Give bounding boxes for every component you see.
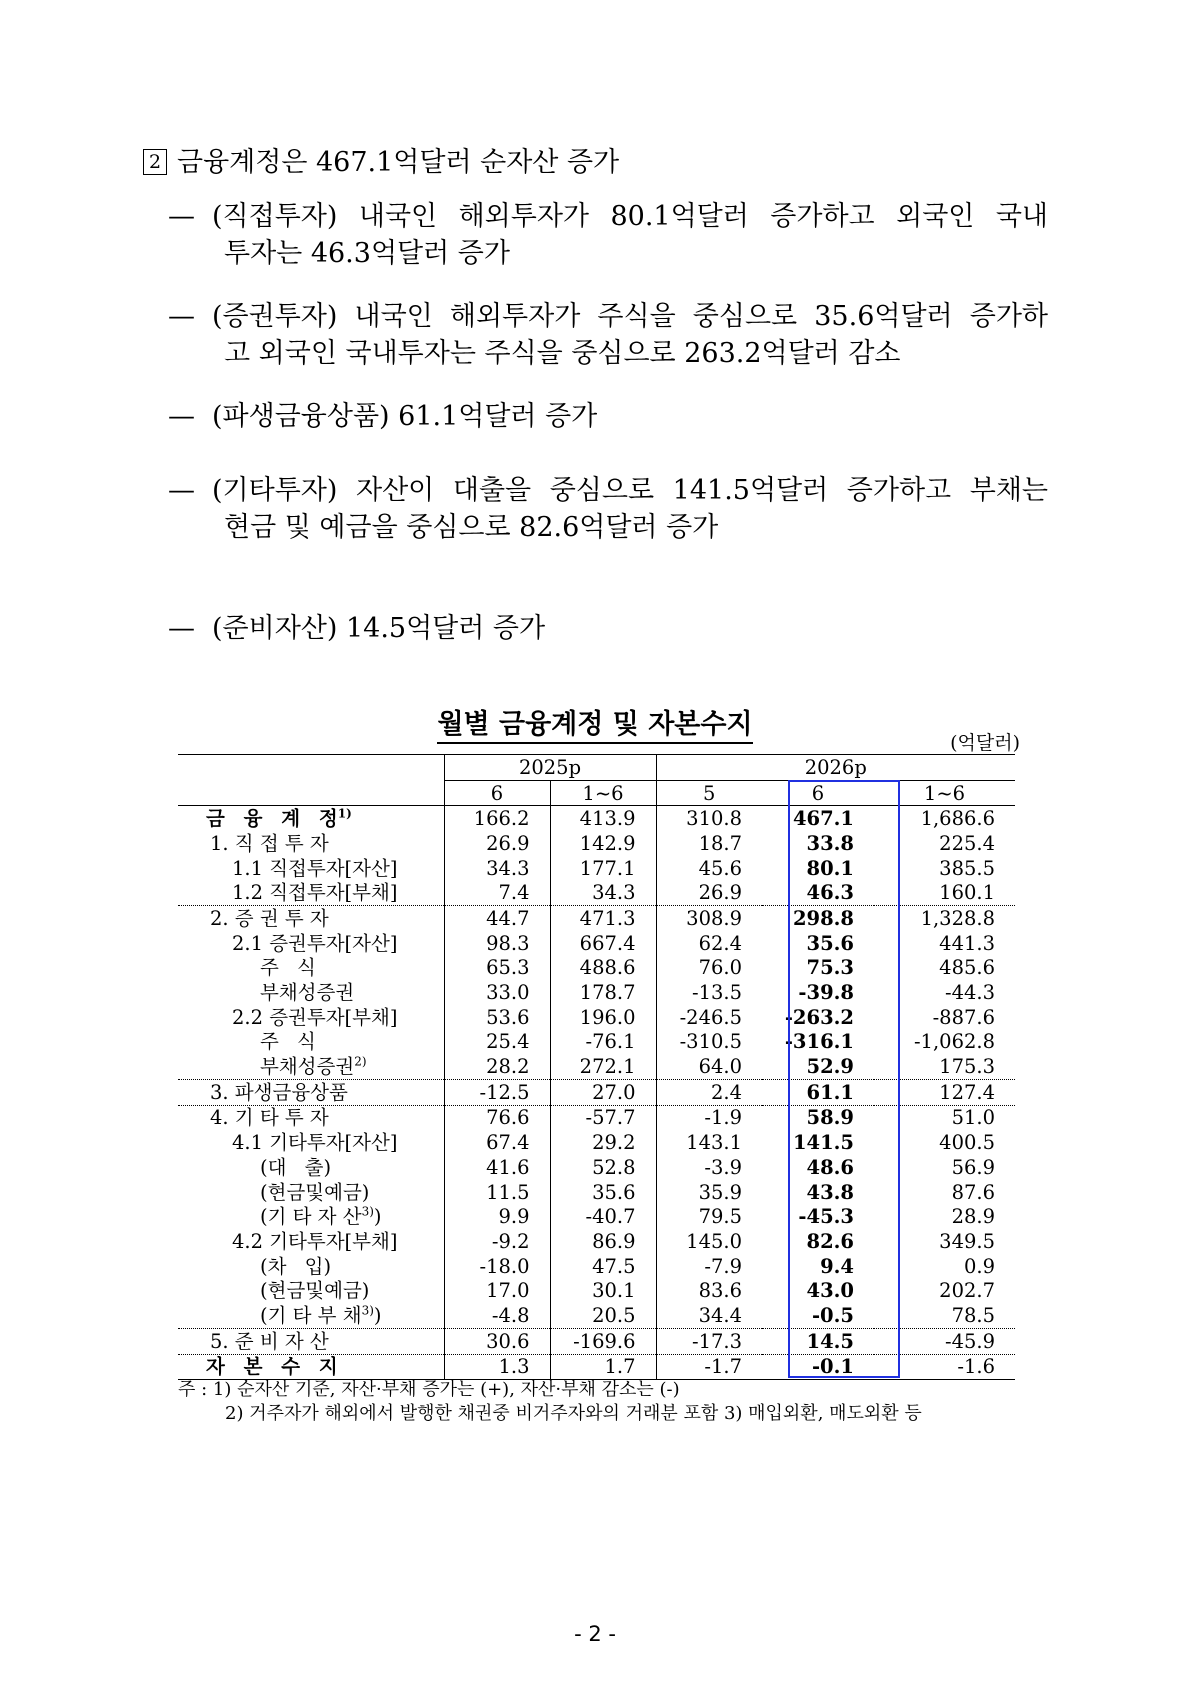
table-cell: -57.7 xyxy=(550,1105,656,1130)
table-cell: 48.6 xyxy=(806,1155,854,1179)
table-cell: 47.5 xyxy=(550,1254,656,1279)
table-row xyxy=(178,856,1015,881)
table-row xyxy=(178,806,1015,831)
bullet-direct-investment xyxy=(168,198,1048,272)
table-cell: 1.7 xyxy=(550,1354,656,1380)
table-row xyxy=(178,880,1015,905)
month-header: 6 xyxy=(762,780,874,806)
bullet-line: (파생금융상품) 61.1억달러 증가 xyxy=(212,401,598,432)
row-label: 1.1 직접투자[자산] xyxy=(178,856,444,881)
row-label: 주 식 xyxy=(178,956,444,981)
table-notes xyxy=(178,1378,922,1426)
table-cell: 27.0 xyxy=(550,1079,656,1105)
table-cell: 28.2 xyxy=(444,1054,550,1079)
row-label: 1.2 직접투자[부채] xyxy=(178,880,444,905)
table-row xyxy=(178,1155,1015,1180)
bullet-dash: — xyxy=(168,301,195,332)
table-cell: 178.7 xyxy=(550,980,656,1005)
row-label: 2. 증 권 투 자 xyxy=(178,906,444,931)
table-cell: -9.2 xyxy=(444,1229,550,1254)
row-label: 5. 준 비 자 산 xyxy=(178,1328,444,1354)
bullet-line: (증권투자) 내국인 해외투자가 주식을 중심으로 35.6억달러 증가하 xyxy=(212,301,1048,332)
month-header: 1~6 xyxy=(874,780,1015,806)
month-header: 1~6 xyxy=(550,780,656,806)
table-cell: -7.9 xyxy=(704,1254,742,1278)
table-cell: 35.6 xyxy=(550,1180,656,1205)
table-cell: 142.9 xyxy=(550,831,656,856)
table-cell: 11.5 xyxy=(444,1180,550,1205)
bullet-line-continued: 현금 및 예금을 중심으로 82.6억달러 증가 xyxy=(224,512,719,543)
table-cell: 202.7 xyxy=(939,1279,995,1303)
table-unit: (억달러) xyxy=(950,732,1020,754)
table-row xyxy=(178,1254,1015,1279)
table-cell: -45.3 xyxy=(798,1205,854,1229)
table-cell: 86.9 xyxy=(550,1229,656,1254)
section-heading xyxy=(143,140,619,179)
row-label: (현금및예금) xyxy=(178,1180,444,1205)
table-cell: 385.5 xyxy=(939,856,995,880)
table-cell: 488.6 xyxy=(550,956,656,981)
table-cell: 35.6 xyxy=(806,931,854,955)
table-row xyxy=(178,1354,1015,1380)
month-header: 6 xyxy=(444,780,550,806)
table-cell: 76.0 xyxy=(698,956,742,980)
year-header: 2026p xyxy=(656,755,1015,781)
table-cell: 1,328.8 xyxy=(874,906,1015,931)
table-cell: -316.1 xyxy=(784,1030,854,1054)
bullet-line-continued: 투자는 46.3억달러 증가 xyxy=(224,238,510,269)
row-label: 2.1 증권투자[자산] xyxy=(178,931,444,956)
table-cell: 33.0 xyxy=(444,980,550,1005)
table-cell: 30.6 xyxy=(444,1328,550,1354)
table-cell: 61.1 xyxy=(762,1079,874,1105)
table-cell: 34.4 xyxy=(698,1303,742,1327)
table-row xyxy=(178,1328,1015,1354)
row-label: 1. 직 접 투 자 xyxy=(178,831,444,856)
table-row xyxy=(178,906,1015,931)
table-cell: 177.1 xyxy=(550,856,656,881)
row-label: 주 식 xyxy=(178,1030,444,1055)
table-cell: -0.1 xyxy=(762,1354,874,1380)
bullet-dash: — xyxy=(168,475,195,506)
bullet-dash: — xyxy=(168,613,195,644)
table-row xyxy=(178,956,1015,981)
table-cell: 413.9 xyxy=(550,806,656,831)
table-cell: 467.1 xyxy=(762,806,874,831)
table-row xyxy=(178,1105,1015,1130)
row-label: 금 융 계 정$^{1)}$ xyxy=(178,806,444,831)
table-cell: 7.4 xyxy=(444,880,550,905)
table-cell: 65.3 xyxy=(444,956,550,981)
table-cell: 34.3 xyxy=(444,856,550,881)
table-cell: 18.7 xyxy=(698,831,742,855)
table-cell: 26.9 xyxy=(444,831,550,856)
table-cell: 441.3 xyxy=(939,931,995,955)
table-cell: 28.9 xyxy=(951,1205,995,1229)
table-row xyxy=(178,1030,1015,1055)
table-cell: 308.9 xyxy=(656,906,762,931)
row-label: 부채성증권 xyxy=(178,980,444,1005)
bullet-line: (직접투자) 내국인 해외투자가 80.1억달러 증가하고 외국인 국내 xyxy=(212,201,1048,232)
row-label: (대 출) xyxy=(178,1155,444,1180)
table-row xyxy=(178,931,1015,956)
table-cell: 98.3 xyxy=(444,931,550,956)
table-cell: 41.6 xyxy=(444,1155,550,1180)
table-row xyxy=(178,1054,1015,1079)
table-title: 월별 금융계정 및 자본수지 xyxy=(0,702,1190,741)
row-label: 부채성증권$^{2)}$ xyxy=(178,1054,444,1079)
table-cell: -45.9 xyxy=(874,1328,1015,1354)
financial-account-table xyxy=(178,754,1015,1380)
row-label: 4. 기 타 투 자 xyxy=(178,1105,444,1130)
table-cell: -0.5 xyxy=(811,1303,854,1327)
table-cell: 310.8 xyxy=(656,806,762,831)
row-label: 4.2 기타투자[부채] xyxy=(178,1229,444,1254)
table-cell: 1.3 xyxy=(444,1354,550,1380)
row-label: 4.1 기타투자[자산] xyxy=(178,1130,444,1155)
table-cell: 160.1 xyxy=(939,881,995,905)
table-cell: -76.1 xyxy=(550,1030,656,1055)
table-header-years xyxy=(178,755,1015,781)
row-label: (차 입) xyxy=(178,1254,444,1279)
table-cell: 141.5 xyxy=(792,1131,854,1155)
table-cell: 67.4 xyxy=(444,1130,550,1155)
table-cell: 0.9 xyxy=(963,1254,995,1278)
table-cell: -246.5 xyxy=(679,1005,742,1029)
table-cell: 51.0 xyxy=(874,1105,1015,1130)
row-label: 자 본 수 지 xyxy=(178,1354,444,1380)
table-cell: 20.5 xyxy=(550,1303,656,1328)
table-cell: 29.2 xyxy=(550,1130,656,1155)
table-cell: 17.0 xyxy=(444,1278,550,1303)
table-cell: 43.0 xyxy=(806,1279,854,1303)
table-cell: 35.9 xyxy=(698,1180,742,1204)
table-cell: 80.1 xyxy=(806,856,854,880)
table-cell: 82.6 xyxy=(806,1229,854,1253)
table-cell: 25.4 xyxy=(444,1030,550,1055)
bullet-line: (기타투자) 자산이 대출을 중심으로 141.5억달러 증가하고 부채는 xyxy=(212,475,1048,506)
table-cell: 298.8 xyxy=(762,906,874,931)
table-cell: 83.6 xyxy=(698,1279,742,1303)
table-cell: -1.7 xyxy=(656,1354,762,1380)
table-cell: 34.3 xyxy=(550,880,656,905)
table-cell: 87.6 xyxy=(951,1180,995,1204)
table-cell: 52.8 xyxy=(550,1155,656,1180)
table-cell: -169.6 xyxy=(550,1328,656,1354)
table-cell: 225.4 xyxy=(939,831,995,855)
table-cell: -13.5 xyxy=(691,981,742,1005)
table-cell: -263.2 xyxy=(784,1005,854,1029)
table-row xyxy=(178,1079,1015,1105)
table-cell: 64.0 xyxy=(698,1055,742,1079)
table-cell: 76.6 xyxy=(444,1105,550,1130)
table-cell: 272.1 xyxy=(550,1054,656,1079)
row-label: 2.2 증권투자[부채] xyxy=(178,1005,444,1030)
table-row xyxy=(178,1005,1015,1030)
month-header: 5 xyxy=(656,780,762,806)
row-label: (현금및예금) xyxy=(178,1278,444,1303)
table-cell: -1.6 xyxy=(874,1354,1015,1380)
table-cell: -44.3 xyxy=(944,981,995,1005)
table-cell: 196.0 xyxy=(550,1005,656,1030)
page-number: - 2 - xyxy=(574,1622,616,1646)
table-cell: 33.8 xyxy=(806,831,854,855)
table-cell: 349.5 xyxy=(939,1229,995,1253)
table-cell: 58.9 xyxy=(762,1105,874,1130)
table-cell: 14.5 xyxy=(762,1328,874,1354)
note-line: 2) 거주자가 해외에서 발행한 채권중 비거주자와의 거래분 포함 3) 매입외환, 매도외환 등 xyxy=(225,1403,922,1424)
table-cell: 2.4 xyxy=(656,1079,762,1105)
table-cell: 62.4 xyxy=(698,931,742,955)
table-row xyxy=(178,1204,1015,1229)
table-cell: 9.4 xyxy=(820,1254,854,1278)
table-cell: 56.9 xyxy=(951,1155,995,1179)
bullet-line: (준비자산) 14.5억달러 증가 xyxy=(212,613,546,644)
bullet-portfolio-investment xyxy=(168,298,1048,372)
table-row xyxy=(178,1130,1015,1155)
bullet-dash: — xyxy=(168,401,195,432)
table-row xyxy=(178,1229,1015,1254)
table-cell: -1,062.8 xyxy=(913,1030,995,1054)
table-cell: 30.1 xyxy=(550,1278,656,1303)
table-cell: 667.4 xyxy=(550,931,656,956)
table-cell: 45.6 xyxy=(698,856,742,880)
table-row xyxy=(178,1180,1015,1205)
table-cell: 78.5 xyxy=(951,1303,995,1327)
table-row xyxy=(178,1303,1015,1328)
section-number-box: 2 xyxy=(143,149,167,175)
table-cell: 43.8 xyxy=(806,1180,854,1204)
table-cell: 53.6 xyxy=(444,1005,550,1030)
table-cell: -887.6 xyxy=(932,1005,995,1029)
table-cell: 471.3 xyxy=(550,906,656,931)
bullet-derivatives xyxy=(168,398,1048,435)
bullet-line-continued: 고 외국인 국내투자는 주식을 중심으로 263.2억달러 감소 xyxy=(224,338,901,369)
section-heading-text: 금융계정은 467.1억달러 순자산 증가 xyxy=(177,147,620,178)
table-cell: -4.8 xyxy=(444,1303,550,1328)
table-cell: -310.5 xyxy=(679,1030,742,1054)
table-cell: 26.9 xyxy=(698,881,742,905)
table-row xyxy=(178,1278,1015,1303)
table-cell: 9.9 xyxy=(444,1204,550,1229)
row-label: 3. 파생금융상품 xyxy=(178,1079,444,1105)
table-cell: 143.1 xyxy=(686,1131,742,1155)
table-row xyxy=(178,831,1015,856)
table-cell: -3.9 xyxy=(704,1155,742,1179)
row-label: (기 타 부 채$^{3)}$) xyxy=(178,1303,444,1328)
table-cell: 1,686.6 xyxy=(874,806,1015,831)
table-header-months xyxy=(178,780,1015,806)
table-cell: 127.4 xyxy=(874,1079,1015,1105)
year-header: 2025p xyxy=(444,755,656,781)
note-line: 주 : 1) 순자산 기준, 자산·부채 증가는 (+), 자산·부채 감소는 (-) xyxy=(178,1379,680,1400)
table-cell: -1.9 xyxy=(656,1105,762,1130)
table-cell: 145.0 xyxy=(686,1229,742,1253)
table-cell: 175.3 xyxy=(939,1055,995,1079)
table-cell: 52.9 xyxy=(806,1055,854,1079)
table-cell: -40.7 xyxy=(550,1204,656,1229)
bullet-reserve-assets xyxy=(168,610,1048,647)
table-cell: 166.2 xyxy=(444,806,550,831)
table-cell: -17.3 xyxy=(656,1328,762,1354)
table-cell: -12.5 xyxy=(444,1079,550,1105)
table-row xyxy=(178,980,1015,1005)
table-cell: 79.5 xyxy=(698,1205,742,1229)
bullet-dash: — xyxy=(168,201,195,232)
table-cell: 400.5 xyxy=(939,1131,995,1155)
table-cell: 44.7 xyxy=(444,906,550,931)
table-cell: 46.3 xyxy=(806,881,854,905)
row-label: (기 타 자 산$^{3)}$) xyxy=(178,1204,444,1229)
table-cell: 485.6 xyxy=(939,956,995,980)
table-cell: -39.8 xyxy=(798,981,854,1005)
table-cell: -18.0 xyxy=(444,1254,550,1279)
bullet-other-investment xyxy=(168,472,1048,546)
table-cell: 75.3 xyxy=(806,956,854,980)
